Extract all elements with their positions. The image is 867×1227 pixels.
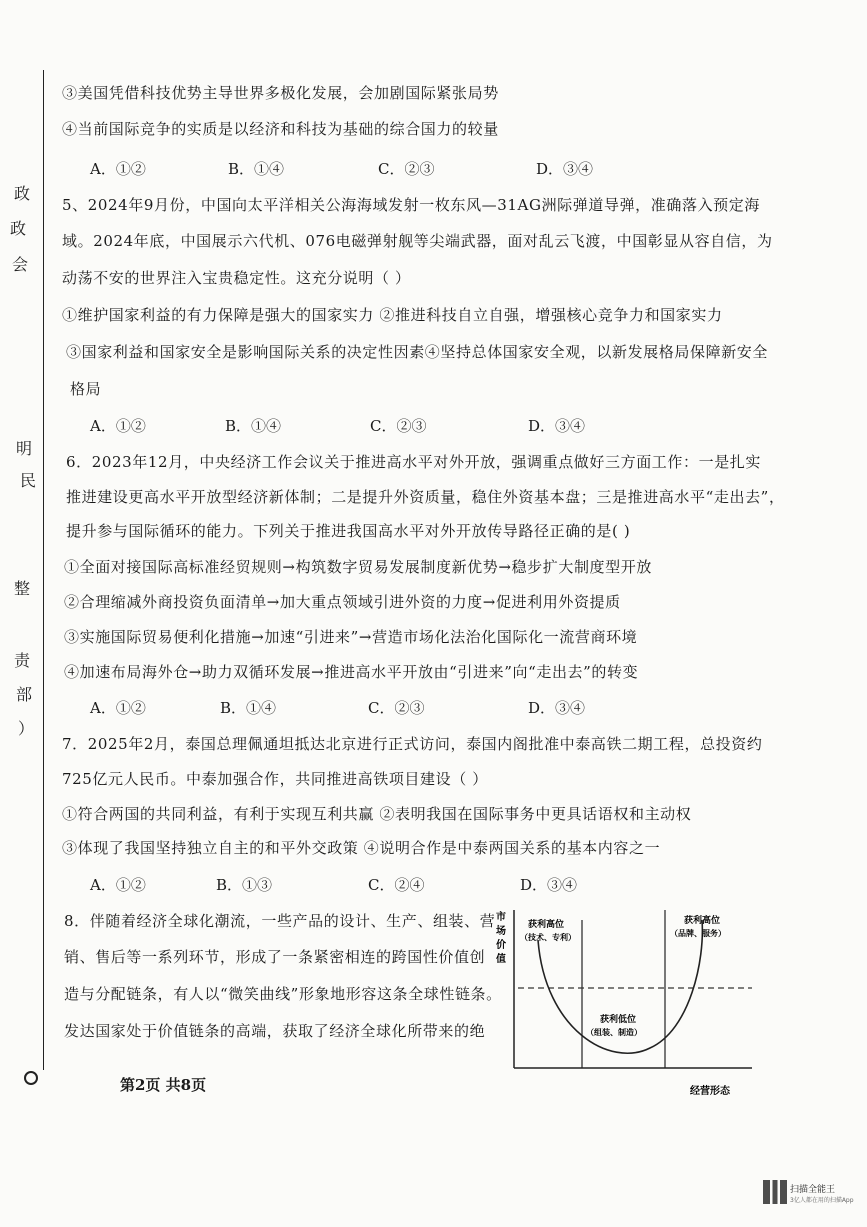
q5-stem-line: 动荡不安的世界注入宝贵稳定性。这充分说明（ ） xyxy=(62,269,411,287)
sidebar-char: 部 xyxy=(16,685,33,704)
q5-stem-line: 域。2024年底，中国展示六代机、076电磁弹射舰等尖端武器，面对乱云飞渡，中国彰显从容自信，为 xyxy=(62,232,773,250)
q7-stem-line: 7．2025年2月，泰国总理佩通坦抵达北京进行正式访问，泰国内阁批准中泰高铁二期工程，总投资约 xyxy=(62,735,763,753)
answer-a: A．①② xyxy=(90,417,146,435)
q5-stem-line: 5、2024年9月份，中国向太平洋相关公海海域发射一枚东风—31AG洲际弹道导弹，准确落入预定海 xyxy=(62,196,760,214)
right-high-label: 获利高位 xyxy=(684,916,721,926)
q8-stem-line: 发达国家处于价值链条的高端，获取了经济全球化所带来的绝 xyxy=(64,1022,486,1040)
sidebar-char: 政 xyxy=(14,184,31,203)
q8-stem-line: 8．伴随着经济全球化潮流，一些产品的设计、生产、组装、营 xyxy=(64,912,496,930)
qr-code-icon xyxy=(763,1180,787,1204)
binding-line xyxy=(43,70,44,1070)
left-high-label: 获利高位 xyxy=(528,920,565,930)
y-axis-label-char: 价 xyxy=(496,940,506,951)
answer-b: B．①④ xyxy=(225,417,282,435)
sidebar-char: 整 xyxy=(14,579,31,598)
q4-option-3: ③美国凭借科技优势主导世界多极化发展，会加剧国际紧张局势 xyxy=(62,84,499,102)
right-high-sub: （品牌、服务） xyxy=(670,929,726,938)
answer-d: D．③④ xyxy=(528,699,586,717)
q8-stem-line: 造与分配链条，有人以“微笑曲线”形象地形容这条全球性链条。 xyxy=(64,985,502,1003)
scanner-subtitle: 3亿人都在用的扫描App xyxy=(790,1197,854,1204)
answer-b: B．①④ xyxy=(228,160,285,178)
sidebar-char: 明 xyxy=(16,439,33,458)
answer-a: A．①② xyxy=(90,699,146,717)
q6-option-2: ②合理缩减外商投资负面清单→加大重点领域引进外资的力度→促进利用外资提质 xyxy=(64,593,621,611)
low-label: 获利低位 xyxy=(600,1015,637,1025)
q4-option-4: ④当前国际竞争的实质是以经济和科技为基础的综合国力的较量 xyxy=(62,120,499,138)
low-sub: （组装、制造） xyxy=(586,1028,642,1037)
q5-options-3-4: ③国家利益和国家安全是影响国际关系的决定性因素④坚持总体国家安全观，以新发展格局保障新安全 xyxy=(66,343,769,361)
answer-c: C．②③ xyxy=(370,417,427,435)
left-high-sub: （技术、专利） xyxy=(520,933,576,942)
answer-b: B．①③ xyxy=(216,876,273,894)
sidebar-char: 政 xyxy=(10,219,27,238)
answer-d: D．③④ xyxy=(520,876,578,894)
y-axis-label-char: 值 xyxy=(496,954,506,965)
x-axis-label: 经营形态 xyxy=(690,1086,730,1097)
q6-option-3: ③实施国际贸易便利化措施→加速“引进来”→营造市场化法治化国际化一流营商环境 xyxy=(64,628,638,646)
q7-options-3-4: ③体现了我国坚持独立自主的和平外交政策 ④说明合作是中泰两国关系的基本内容之一 xyxy=(62,839,661,857)
q7-options-1-2: ①符合两国的共同利益，有利于实现互利共赢 ②表明我国在国际事务中更具话语权和主动权 xyxy=(62,805,692,823)
answer-c: C．②③ xyxy=(368,699,425,717)
q8-stem-line: 销、售后等一系列环节，形成了一条紧密相连的跨国性价值创 xyxy=(64,948,486,966)
smile-curve-diagram xyxy=(490,900,760,1100)
page-number: 第2页 共8页 xyxy=(120,1076,207,1094)
sidebar-char: 民 xyxy=(20,471,37,490)
sidebar-char: ） xyxy=(18,719,35,738)
q6-stem-line: 提升参与国际循环的能力。下列关于推进我国高水平对外开放传导路径正确的是( ) xyxy=(66,522,631,540)
q6-option-4: ④加速布局海外仓→助力双循环发展→推进高水平开放由“引进来”向“走出去”的转变 xyxy=(64,663,639,681)
scanner-watermark xyxy=(790,1182,854,1204)
y-axis-label-char: 场 xyxy=(496,926,506,937)
q6-stem-line: 推进建设更高水平开放型经济新体制；二是提升外资质量，稳住外资基本盘；三是推进高水平“走出去”， xyxy=(66,488,785,506)
answer-a: A．①② xyxy=(90,876,146,894)
sidebar-char: 责 xyxy=(14,651,31,670)
answer-d: D．③④ xyxy=(536,160,594,178)
answer-a: A．①② xyxy=(90,160,146,178)
q7-stem-line: 725亿元人民币。中泰加强合作，共同推进高铁项目建设（ ） xyxy=(62,770,488,788)
q5-options-3-4-cont: 格局 xyxy=(70,380,102,398)
answer-c: C．②④ xyxy=(368,876,425,894)
sidebar-char: 会 xyxy=(12,255,29,274)
q6-stem-line: 6．2023年12月，中央经济工作会议关于推进高水平对外开放，强调重点做好三方面工作：一是扎实 xyxy=(66,453,762,471)
answer-c: C．②③ xyxy=(378,160,435,178)
answer-d: D．③④ xyxy=(528,417,586,435)
y-axis-label-char: 市 xyxy=(496,912,506,923)
scanner-title: 扫描全能王 xyxy=(790,1185,836,1195)
q6-option-1: ①全面对接国际高标准经贸规则→构筑数字贸易发展制度新优势→稳步扩大制度型开放 xyxy=(64,558,652,576)
q5-options-1-2: ①维护国家利益的有力保障是强大的国家实力 ②推进科技自立自强，增强核心竞争力和国家实力 xyxy=(62,306,723,324)
answer-b: B．①④ xyxy=(220,699,277,717)
binding-hole-icon xyxy=(24,1071,38,1085)
